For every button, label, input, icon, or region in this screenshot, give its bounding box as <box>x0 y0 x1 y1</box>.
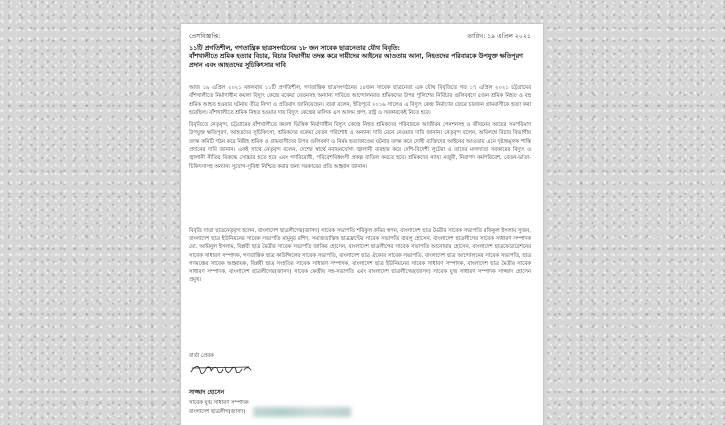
paragraph-2: বিবৃতিতে নেতৃবৃন্দ, চট্টগ্রামের বাঁশখালীতে কয়লা ভিত্তিক নির্মাণাধীন বিদ্যুৎ কেন্দ্রে নিহত শ্রমিকদের পরিবারকে আজীবন পেনশনসহ ও জীবনের আয়ের সমপরিমাণ উপযুক্ত ক্ষতিপূরণ, আহতদের সুচিকিৎসা, শ্রমিকদের বকেয়া বেতন পরিশোধ ও অন্যান্য দাবি মেনে নেওয়ার দাবি জানান। নেতৃবৃন্দ বলেন, অবিলম্বে বিচার বিভাগীয় তদন্ত কমিটি গঠন করে নিরীহ শ্রমিক ও গ্রামবাসীদের উপর গুলিবর্ষণ ও নির্মম হত্যাকাণ্ডের ঘটনার তদন্ত করে দোষী ব্যক্তিদের আইনের আওতায় এনে দৃষ্টান্তমূলক শাস্তি প্রদানের দাবি জানান। একই সাথে নেতৃবৃন্দ বলেন, দেশের স্বার্থে নবায়নযোগ্য জ্বালানী ব্যবহার করে দেশি-বিদেশী লুটেরা ও তাদের মদদদাতা সরকারের বিদ্যুৎ ও জ্বালানী নীতির বিরুদ্ধে সোচ্চার হতে হবে এবং গণবিরোধী, পরিবেশবিধ্বংসী প্রকল্প বাতিল করতে হবে। শ্রমিকদের ন্যায্য মজুরী, নিরাপদ কর্মপরিবেশ, বেতন-ভাতা-চিকিৎসাসহ অন্যান্য সুযোগ-সুবিধা নিশ্চিত করার জন্য সরকারের প্রতি আহ্বান জানান। <box>189 122 531 170</box>
document-date: তারিখ: ১৯ এপ্রিল ২০২১ <box>467 33 531 40</box>
signer-name: সাজ্জাদ হোসেন <box>189 390 225 396</box>
document-body <box>189 84 531 177</box>
press-release-document <box>181 24 543 425</box>
signer-title: সাবেক যুগ্ম সাধারণ সম্পাদক <box>189 400 249 406</box>
handwritten-signature <box>189 361 253 379</box>
signer-organization: বাংলাদেশ ছাত্রলীগ(জাসদ) <box>189 409 246 415</box>
signatories-paragraph: বিবৃতি দাতা ছাত্রনেতৃবৃন্দ হলেন, বাংলাদেশ ছাত্রলীগের(জাসদ) সাবেক সভাপতি শরিফুল কবির স্বপন, বাংলাদেশ ছাত্র মৈত্রীর সাবেক সভাপতি রফিকুল ইসলাম সুজন, বাংলাদেশ ছাত্র ইউনিয়নের সাবেক সভাপতি মামুনুর রশিদ, সমাজতান্ত্রিক ছাত্রফ্রন্টের সাবেক সভাপতি বাবলু হোসেন, বাংলাদেশ ছাত্রলীগের সাবেক সাধারণ সম্পাদক মো. আমিনুল ইসলাম, বিপ্লবী ছাত্র মৈত্রীর সাবেক সভাপতি জাকির হোসেন, বাংলাদেশ ছাত্রলীগের সাবেক সভাপতি আনোয়ার হোসেন, বাংলাদেশ ছাত্রফেডারেশনের সাবেক সাধারণ সম্পাদক, গণতান্ত্রিক ছাত্র কাউন্সিলের সাবেক সভাপতি, বাংলাদেশ ছাত্র ঐক্যের সাবেক সভাপতি, বাংলাদেশ ছাত্র আন্দোলনের সাবেক সভাপতি, ছাত্র গণমঞ্চের সাবেক আহ্বায়ক, বিপ্লবী ছাত্র সংহতির সাবেক সাধারণ সম্পাদক, বাংলাদেশ ছাত্র ইউনিয়নের সাবেক সাধারণ সম্পাদক, বাংলাদেশ ছাত্র মৈত্রীর সাবেক সাধারণ সম্পাদক, বাংলাদেশ ছাত্রলীগের(জাসদ) সাবেক কেন্দ্রীয় সহ-সভাপতি এবং বাংলাদেশ ছাত্রলীগের(জাসদ) সাবেক যুগ্ম সাধারণ সম্পাদক সাজ্জাদ হোসেন প্রমুখ। <box>189 228 531 284</box>
sender-label: বার্তা প্রেরক <box>189 353 214 359</box>
document-type-label: প্রেসবিজ্ঞপ্তি: <box>189 33 221 40</box>
redacted-contact <box>253 407 351 417</box>
title-line-1: ১১টি প্রগতিশীল, গণতান্ত্রিক ছাত্রসংগঠনের ১৮ জন সাবেক ছাত্রনেতার যৌথ বিবৃতি: <box>189 45 401 52</box>
document-title <box>189 45 529 70</box>
title-line-2: বাঁশখালীতে শ্রমিক হত্যার বিচার, বিচার বিভাগীয় তদন্ত করে দায়ীদের আইনের আওতায় আনা, নিহতদের পরিবারকে উপযুক্ত ক্ষতিপূরণ প্রদান এবং আহতদের সুচিকিৎসার দাবি <box>189 53 523 69</box>
paragraph-1: আজ ১৯ এপ্রিল ২০২১ মঙ্গলবার ১১টি প্রগতিশীল, গণতান্ত্রিক ছাত্রসংগঠনের ১৮জন সাবেক ছাত্রনেতা এক যৌথ বিবৃতিতে গত ১৭ এপ্রিল ২০২১ চট্টগ্রামের বাঁশখালীতে নির্মাণাধীন কয়লা বিদ্যুৎ কেন্দ্রে বকেয়া বেতনসহ অন্যান্য দাবিতে আন্দোলনরত শ্রমিকদের উপর পুলিশের নির্বিচার গুলিবর্ষণে ৫জন শ্রমিক নিহত ও বহু শ্রমিক আহত হওয়ার ঘটনায় তীব্র নিন্দা ও প্রতিবাদ জানিয়েছেন। তারা বলেন, ইতিপূর্বে ২০১৬ সালেও এ বিদ্যুৎ কেন্দ্র নির্মাণের জেরে চারজন গ্রামবাসীকে হত্যা করা হয়েছিল। বাঁশখালীতে শ্রমিক নিহত হওয়ার দায় বিদ্যুৎ কেন্দ্রের মালিক এস আলম গ্রুপ, রাষ্ট্র ও সরকারকেই নিতে হবে। <box>189 85 531 116</box>
